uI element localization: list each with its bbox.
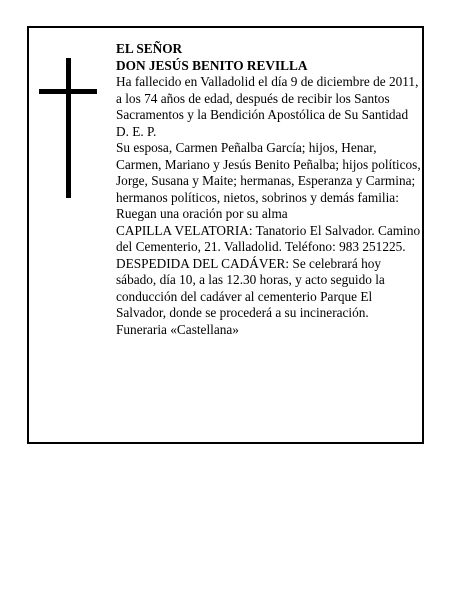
rip-text: D. E. P.	[116, 123, 157, 139]
funeral-home: Funeraria «Castellana»	[116, 321, 239, 337]
deceased-name: DON JESÚS BENITO REVILLA	[116, 57, 308, 73]
obituary-text	[116, 41, 424, 338]
family-list: Su esposa, Carmen Peñalba García; hijos, Henar, Carmen, Mariano y Jesús Benito Peñalba; hijos políticos, Jorge, Susana y Maite; hermanas, Esperanza y Carmina; hermanos políticos, nietos, sobrinos y demás familia:	[116, 140, 421, 205]
cross-icon	[39, 58, 97, 198]
obituary-notice	[27, 26, 424, 444]
title-honorific: EL SEÑOR	[116, 41, 183, 56]
farewell-info: DESPEDIDA DEL CADÁVER: Se celebrará hoy sábado, día 10, a las 12.30 horas, y acto seguido la conducción del cadáver al cementerio Parque El Salvador, donde se procederá a su incineración.	[116, 255, 385, 320]
cross-horizontal-bar	[39, 89, 97, 94]
prayer-request: Ruegan una oración por su alma	[116, 206, 288, 221]
chapel-info: CAPILLA VELATORIA: Tanatorio El Salvador. Camino del Cementerio, 21. Valladolid. Teléfono: 983 251225.	[116, 222, 421, 254]
death-announcement: Ha fallecido en Valladolid el día 9 de diciembre de 2011, a los 74 años de edad, después de recibir los Santos Sacramentos y la Bendición Apostólica de Su Santidad	[116, 74, 419, 122]
cross-vertical-bar	[66, 58, 71, 198]
